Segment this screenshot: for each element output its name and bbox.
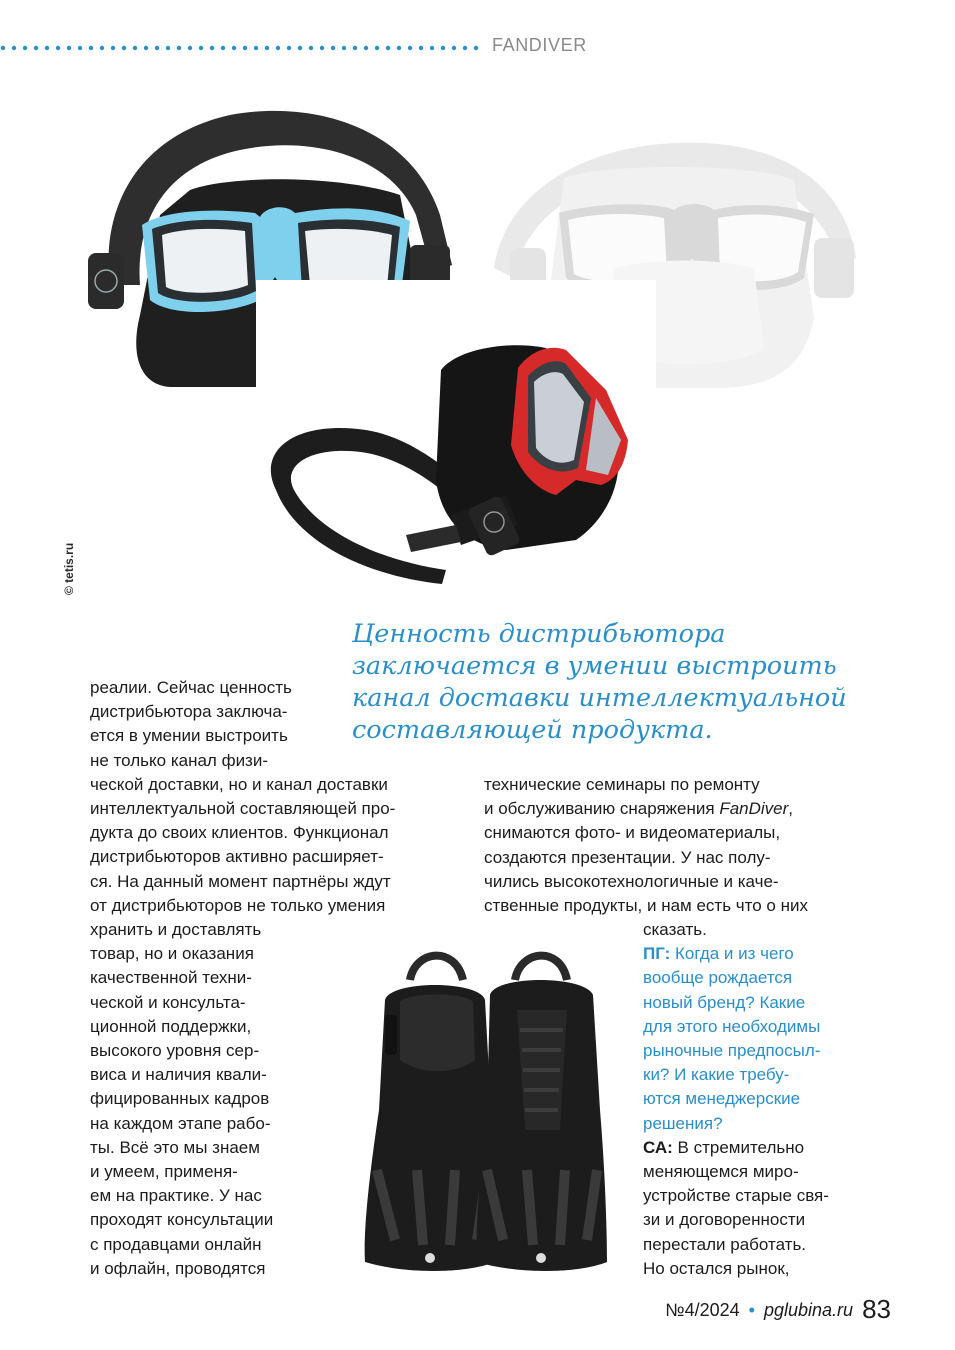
text-line: ционной поддержки, (90, 1016, 252, 1036)
dive-fins-icon (345, 940, 630, 1280)
question-line: вообще рождается (643, 968, 793, 988)
text-line: товар, но и оказания (90, 944, 254, 964)
section-title: FANDIVER (492, 35, 587, 55)
column-2-text-bottom (643, 918, 829, 1281)
column-2-text-top (484, 773, 808, 918)
text-line: качественной техни- (90, 968, 252, 988)
header-dot-rule (0, 45, 482, 51)
text-line: ется в умении выстроить (90, 726, 288, 746)
dotted-line-icon (0, 45, 482, 51)
text-line: фицированных кадров (90, 1089, 270, 1109)
answer-label: СА: (643, 1137, 673, 1157)
text-line: от дистрибьюторов не только умения (90, 895, 386, 915)
dive-mask-icon (256, 280, 656, 590)
text-line: дукта до своих клиентов. Функционал (90, 823, 389, 843)
text-line: дистрибьюторов активно расширяет- (90, 847, 384, 867)
text-line: создаются презентации. У нас полу- (484, 847, 771, 867)
text-line: и офлайн, проводятся (90, 1258, 266, 1278)
issue-number: №4/2024 (665, 1300, 740, 1320)
answer-line: Но остался рынок, (643, 1258, 790, 1278)
text-line: реалии. Сейчас ценность (90, 678, 292, 697)
answer-line: перестали работать. (643, 1234, 807, 1254)
text-line: и обслуживанию снаряжения FanDiver, (484, 799, 794, 819)
question-line: для этого необходимы (643, 1016, 821, 1036)
fins-photo (345, 940, 630, 1280)
text-line: ственные продукты, и нам есть что о них (484, 896, 808, 916)
answer-line: устройстве старые свя- (643, 1186, 829, 1206)
question-line: рыночные предпосыл- (643, 1041, 821, 1061)
text-line: ческой доставки, но и канал доставки (90, 774, 388, 794)
text-line: снимаются фото- и видеоматериалы, (484, 823, 781, 843)
text-line: хранить и доставлять (90, 920, 262, 939)
question-line: ются менеджерские (643, 1089, 801, 1109)
text-line: с продавцами онлайн (90, 1234, 262, 1254)
question-line: ПГ: Когда и из чего (643, 944, 794, 964)
text-line: проходят консультации (90, 1210, 274, 1230)
question-line: решения? (643, 1113, 723, 1133)
text-line: не только канал физи- (90, 750, 269, 770)
question-line: ки? И какие требу- (643, 1065, 790, 1085)
column-1-text-top (90, 676, 395, 918)
red-mask-photo (256, 280, 656, 590)
pull-quote: Ценность дистрибьютора заключается в умении выстроить канал доставки интеллектуальной составляющей продукта. (352, 619, 847, 745)
text-line: интеллектуальной составляющей про- (90, 799, 396, 819)
text-line: на каждом этапе рабо- (90, 1113, 271, 1133)
text-line: дистрибьютора заключа- (90, 702, 288, 722)
photo-credit: © tetis.ru (62, 542, 76, 595)
question-label: ПГ: (643, 944, 671, 964)
bullet-separator: • (748, 1300, 755, 1320)
brand-name: FanDiver (719, 799, 789, 819)
text-line: и умеем, применя- (90, 1162, 238, 1182)
answer-line: меняющемся миро- (643, 1162, 799, 1182)
text-line: виса и наличия квали- (90, 1065, 267, 1085)
text-line: чились высокотехнологичные и каче- (484, 871, 779, 891)
answer-line: зи и договоренности (643, 1210, 806, 1230)
site-link[interactable]: pglubina.ru (763, 1300, 854, 1320)
answer-line: СА: В стремительно (643, 1137, 805, 1157)
question-line: новый бренд? Какие (643, 992, 806, 1012)
text-line: ем на практике. У нас (90, 1186, 262, 1206)
text-line: технические семинары по ремонту (484, 775, 760, 794)
page-number: 83 (862, 1294, 891, 1324)
text-line: ты. Всё это мы знаем (90, 1137, 260, 1157)
column-1-text-bottom (90, 918, 273, 1281)
page-footer (665, 1294, 891, 1325)
text-line: ся. На данный момент партнёры ждут (90, 871, 391, 891)
text-line: ческой и консульта- (90, 992, 246, 1012)
text-line: высокого уровня сер- (90, 1041, 260, 1061)
text-line: сказать. (643, 920, 707, 939)
